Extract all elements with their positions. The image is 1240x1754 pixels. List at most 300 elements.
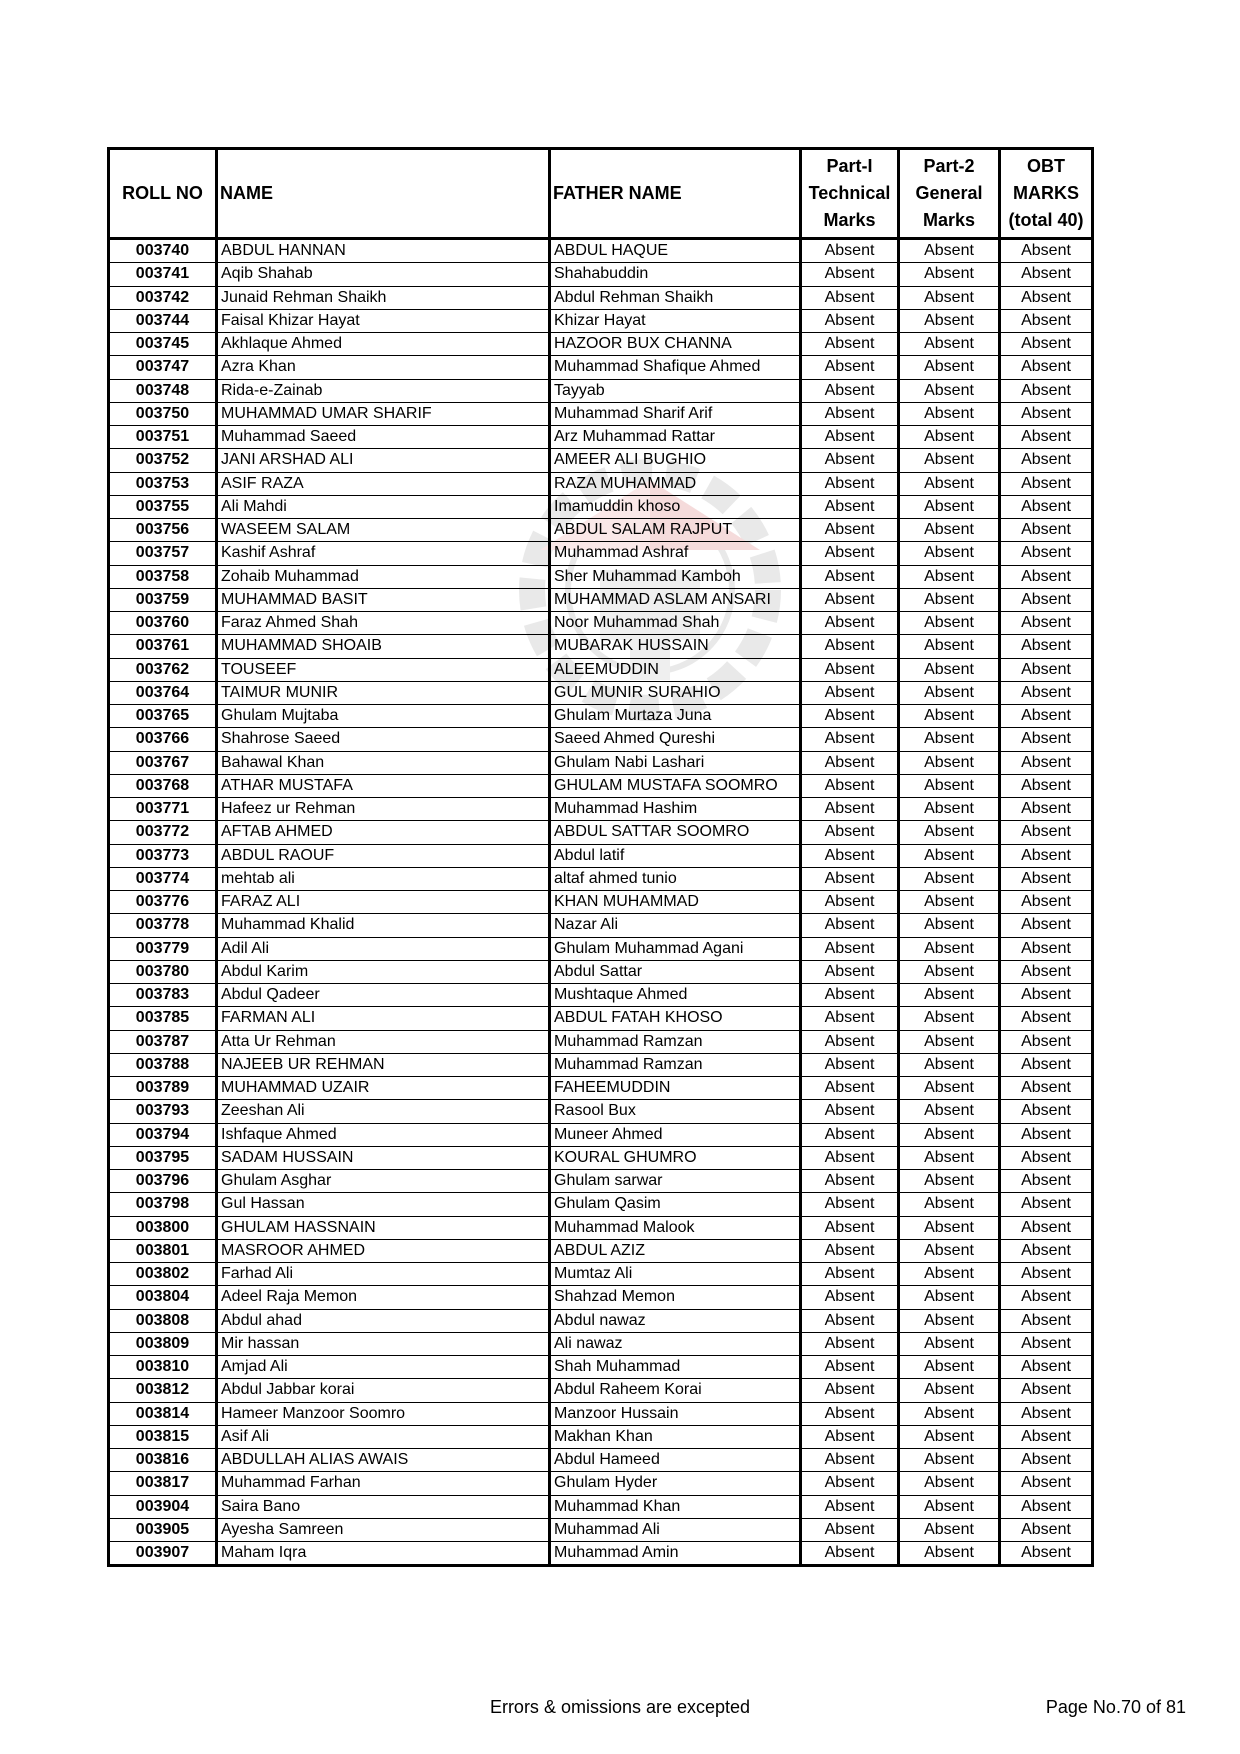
part1-marks-cell: Absent [801, 1170, 899, 1193]
obt-marks-cell: Absent [1000, 519, 1093, 542]
part1-marks-cell: Absent [801, 449, 899, 472]
roll-no-cell: 003802 [109, 1263, 217, 1286]
table-row [109, 1309, 1093, 1332]
header-obt-line2: MARKS [1013, 183, 1079, 203]
part2-marks-cell: Absent [899, 1518, 1000, 1541]
obt-marks-cell: Absent [1000, 402, 1093, 425]
roll-no-cell: 003742 [109, 286, 217, 309]
obt-marks-cell: Absent [1000, 1309, 1093, 1332]
father-name-cell: Ghulam Qasim [550, 1193, 801, 1216]
part2-marks-cell: Absent [899, 449, 1000, 472]
part2-marks-cell: Absent [899, 1077, 1000, 1100]
name-cell: FARAZ ALI [217, 891, 550, 914]
roll-no-cell: 003772 [109, 821, 217, 844]
part2-marks-cell: Absent [899, 402, 1000, 425]
table-row [109, 449, 1093, 472]
father-name-cell: Ghulam Murtaza Juna [550, 705, 801, 728]
part1-marks-cell: Absent [801, 1518, 899, 1541]
table-row [109, 728, 1093, 751]
father-name-cell: HAZOOR BUX CHANNA [550, 333, 801, 356]
part2-marks-cell: Absent [899, 1146, 1000, 1169]
part1-marks-cell: Absent [801, 239, 899, 263]
table-row [109, 1239, 1093, 1262]
father-name-cell: Muhammad Malook [550, 1216, 801, 1239]
part1-marks-cell: Absent [801, 984, 899, 1007]
obt-marks-cell: Absent [1000, 1518, 1093, 1541]
roll-no-cell: 003788 [109, 1053, 217, 1076]
table-row [109, 658, 1093, 681]
name-cell: mehtab ali [217, 867, 550, 890]
part2-marks-cell: Absent [899, 1007, 1000, 1030]
table-row [109, 1356, 1093, 1379]
header-part2-line2: General [915, 183, 983, 203]
header-name: NAME [217, 149, 550, 239]
father-name-cell: Abdul Raheem Korai [550, 1379, 801, 1402]
father-name-cell: ABDUL AZIZ [550, 1239, 801, 1262]
obt-marks-cell: Absent [1000, 635, 1093, 658]
name-cell: ABDUL HANNAN [217, 239, 550, 263]
part2-marks-cell: Absent [899, 937, 1000, 960]
header-obt-marks [1000, 149, 1093, 239]
father-name-cell: Muhammad Shafique Ahmed [550, 356, 801, 379]
father-name-cell: Sher Muhammad Kamboh [550, 565, 801, 588]
part2-marks-cell: Absent [899, 263, 1000, 286]
part1-marks-cell: Absent [801, 798, 899, 821]
part2-marks-cell: Absent [899, 286, 1000, 309]
part2-marks-cell: Absent [899, 1495, 1000, 1518]
name-cell: NAJEEB UR REHMAN [217, 1053, 550, 1076]
father-name-cell: Nazar Ali [550, 914, 801, 937]
name-cell: Azra Khan [217, 356, 550, 379]
name-cell: MUHAMMAD BASIT [217, 588, 550, 611]
table-row [109, 1007, 1093, 1030]
part1-marks-cell: Absent [801, 681, 899, 704]
name-cell: TAIMUR MUNIR [217, 681, 550, 704]
obt-marks-cell: Absent [1000, 426, 1093, 449]
part2-marks-cell: Absent [899, 1472, 1000, 1495]
father-name-cell: ABDUL HAQUE [550, 239, 801, 263]
roll-no-cell: 003812 [109, 1379, 217, 1402]
roll-no-cell: 003794 [109, 1123, 217, 1146]
part2-marks-cell: Absent [899, 774, 1000, 797]
obt-marks-cell: Absent [1000, 798, 1093, 821]
part2-marks-cell: Absent [899, 960, 1000, 983]
father-name-cell: ABDUL SALAM RAJPUT [550, 519, 801, 542]
table-row [109, 1379, 1093, 1402]
table-row [109, 867, 1093, 890]
father-name-cell: Muhammad Ramzan [550, 1030, 801, 1053]
father-name-cell: Shahabuddin [550, 263, 801, 286]
roll-no-cell: 003795 [109, 1146, 217, 1169]
name-cell: Akhlaque Ahmed [217, 333, 550, 356]
father-name-cell: Ghulam sarwar [550, 1170, 801, 1193]
obt-marks-cell: Absent [1000, 263, 1093, 286]
roll-no-cell: 003744 [109, 309, 217, 332]
part2-marks-cell: Absent [899, 565, 1000, 588]
obt-marks-cell: Absent [1000, 612, 1093, 635]
roll-no-cell: 003759 [109, 588, 217, 611]
table-row [109, 263, 1093, 286]
roll-no-cell: 003756 [109, 519, 217, 542]
obt-marks-cell: Absent [1000, 1030, 1093, 1053]
table-row [109, 1332, 1093, 1355]
part2-marks-cell: Absent [899, 728, 1000, 751]
part1-marks-cell: Absent [801, 333, 899, 356]
father-name-cell: Muhammad Ramzan [550, 1053, 801, 1076]
table-row [109, 1402, 1093, 1425]
roll-no-cell: 003776 [109, 891, 217, 914]
roll-no-cell: 003760 [109, 612, 217, 635]
header-part2-line3: Marks [922, 210, 976, 230]
table-row [109, 681, 1093, 704]
obt-marks-cell: Absent [1000, 1449, 1093, 1472]
part2-marks-cell: Absent [899, 1356, 1000, 1379]
part2-marks-cell: Absent [899, 1309, 1000, 1332]
father-name-cell: Mumtaz Ali [550, 1263, 801, 1286]
obt-marks-cell: Absent [1000, 1053, 1093, 1076]
name-cell: FARMAN ALI [217, 1007, 550, 1030]
table-row [109, 286, 1093, 309]
roll-no-cell: 003751 [109, 426, 217, 449]
table-row [109, 519, 1093, 542]
part2-marks-cell: Absent [899, 1100, 1000, 1123]
part2-marks-cell: Absent [899, 472, 1000, 495]
table-row [109, 1263, 1093, 1286]
obt-marks-cell: Absent [1000, 239, 1093, 263]
obt-marks-cell: Absent [1000, 844, 1093, 867]
roll-no-cell: 003907 [109, 1542, 217, 1566]
part1-marks-cell: Absent [801, 565, 899, 588]
roll-no-cell: 003745 [109, 333, 217, 356]
header-obt-line3: (total 40) [1008, 210, 1084, 230]
part2-marks-cell: Absent [899, 891, 1000, 914]
father-name-cell: Mushtaque Ahmed [550, 984, 801, 1007]
roll-no-cell: 003808 [109, 1309, 217, 1332]
father-name-cell: Ghulam Hyder [550, 1472, 801, 1495]
part1-marks-cell: Absent [801, 1123, 899, 1146]
roll-no-cell: 003753 [109, 472, 217, 495]
father-name-cell: Muhammad Amin [550, 1542, 801, 1566]
part2-marks-cell: Absent [899, 1425, 1000, 1448]
roll-no-cell: 003809 [109, 1332, 217, 1355]
father-name-cell: ABDUL FATAH KHOSO [550, 1007, 801, 1030]
father-name-cell: Rasool Bux [550, 1100, 801, 1123]
obt-marks-cell: Absent [1000, 1495, 1093, 1518]
roll-no-cell: 003904 [109, 1495, 217, 1518]
part1-marks-cell: Absent [801, 658, 899, 681]
table-row [109, 1100, 1093, 1123]
table-row [109, 914, 1093, 937]
roll-no-cell: 003747 [109, 356, 217, 379]
roll-no-cell: 003798 [109, 1193, 217, 1216]
roll-no-cell: 003779 [109, 937, 217, 960]
father-name-cell: Saeed Ahmed Qureshi [550, 728, 801, 751]
roll-no-cell: 003768 [109, 774, 217, 797]
name-cell: Ishfaque Ahmed [217, 1123, 550, 1146]
results-table-body [109, 239, 1093, 1566]
roll-no-cell: 003800 [109, 1216, 217, 1239]
header-obt-line1: OBT [1027, 156, 1065, 176]
name-cell: Zeeshan Ali [217, 1100, 550, 1123]
part2-marks-cell: Absent [899, 1053, 1000, 1076]
name-cell: Abdul ahad [217, 1309, 550, 1332]
table-row [109, 379, 1093, 402]
obt-marks-cell: Absent [1000, 1216, 1093, 1239]
name-cell: TOUSEEF [217, 658, 550, 681]
father-name-cell: KOURAL GHUMRO [550, 1146, 801, 1169]
part1-marks-cell: Absent [801, 379, 899, 402]
father-name-cell: Ghulam Nabi Lashari [550, 751, 801, 774]
part2-marks-cell: Absent [899, 1402, 1000, 1425]
name-cell: Amjad Ali [217, 1356, 550, 1379]
header-roll-no: ROLL NO [109, 149, 217, 239]
table-row [109, 565, 1093, 588]
table-row [109, 472, 1093, 495]
roll-no-cell: 003773 [109, 844, 217, 867]
name-cell: JANI ARSHAD ALI [217, 449, 550, 472]
roll-no-cell: 003755 [109, 495, 217, 518]
table-row [109, 821, 1093, 844]
father-name-cell: Arz Muhammad Rattar [550, 426, 801, 449]
part2-marks-cell: Absent [899, 844, 1000, 867]
roll-no-cell: 003783 [109, 984, 217, 1007]
table-row [109, 635, 1093, 658]
table-row [109, 751, 1093, 774]
name-cell: Aqib Shahab [217, 263, 550, 286]
roll-no-cell: 003787 [109, 1030, 217, 1053]
name-cell: Kashif Ashraf [217, 542, 550, 565]
table-row [109, 1077, 1093, 1100]
roll-no-cell: 003817 [109, 1472, 217, 1495]
part1-marks-cell: Absent [801, 356, 899, 379]
table-row [109, 495, 1093, 518]
obt-marks-cell: Absent [1000, 1146, 1093, 1169]
father-name-cell: GHULAM MUSTAFA SOOMRO [550, 774, 801, 797]
header-father-name: FATHER NAME [550, 149, 801, 239]
part2-marks-cell: Absent [899, 821, 1000, 844]
obt-marks-cell: Absent [1000, 1007, 1093, 1030]
part1-marks-cell: Absent [801, 1146, 899, 1169]
name-cell: ABDUL RAOUF [217, 844, 550, 867]
obt-marks-cell: Absent [1000, 751, 1093, 774]
table-row [109, 798, 1093, 821]
part1-marks-cell: Absent [801, 937, 899, 960]
part2-marks-cell: Absent [899, 1332, 1000, 1355]
roll-no-cell: 003793 [109, 1100, 217, 1123]
part1-marks-cell: Absent [801, 542, 899, 565]
father-name-cell: Manzoor Hussain [550, 1402, 801, 1425]
table-row [109, 1495, 1093, 1518]
table-row [109, 844, 1093, 867]
name-cell: Saira Bano [217, 1495, 550, 1518]
table-row [109, 402, 1093, 425]
roll-no-cell: 003815 [109, 1425, 217, 1448]
part2-marks-cell: Absent [899, 612, 1000, 635]
roll-no-cell: 003778 [109, 914, 217, 937]
table-row [109, 333, 1093, 356]
obt-marks-cell: Absent [1000, 379, 1093, 402]
name-cell: Zohaib Muhammad [217, 565, 550, 588]
father-name-cell: Muhammad Hashim [550, 798, 801, 821]
obt-marks-cell: Absent [1000, 681, 1093, 704]
father-name-cell: MUHAMMAD ASLAM ANSARI [550, 588, 801, 611]
obt-marks-cell: Absent [1000, 356, 1093, 379]
part2-marks-cell: Absent [899, 542, 1000, 565]
father-name-cell: Abdul Sattar [550, 960, 801, 983]
father-name-cell: Muhammad Ali [550, 1518, 801, 1541]
name-cell: Atta Ur Rehman [217, 1030, 550, 1053]
name-cell: WASEEM SALAM [217, 519, 550, 542]
father-name-cell: Ghulam Muhammad Agani [550, 937, 801, 960]
name-cell: Muhammad Farhan [217, 1472, 550, 1495]
obt-marks-cell: Absent [1000, 1100, 1093, 1123]
obt-marks-cell: Absent [1000, 1332, 1093, 1355]
table-row [109, 1123, 1093, 1146]
obt-marks-cell: Absent [1000, 1077, 1093, 1100]
obt-marks-cell: Absent [1000, 1286, 1093, 1309]
obt-marks-cell: Absent [1000, 774, 1093, 797]
part1-marks-cell: Absent [801, 309, 899, 332]
part2-marks-cell: Absent [899, 705, 1000, 728]
results-table [107, 147, 1094, 1567]
obt-marks-cell: Absent [1000, 449, 1093, 472]
father-name-cell: Muhammad Khan [550, 1495, 801, 1518]
part1-marks-cell: Absent [801, 1193, 899, 1216]
father-name-cell: Ali nawaz [550, 1332, 801, 1355]
table-row [109, 1030, 1093, 1053]
part1-marks-cell: Absent [801, 1425, 899, 1448]
part2-marks-cell: Absent [899, 519, 1000, 542]
part2-marks-cell: Absent [899, 1193, 1000, 1216]
part2-marks-cell: Absent [899, 1449, 1000, 1472]
roll-no-cell: 003748 [109, 379, 217, 402]
roll-no-cell: 003804 [109, 1286, 217, 1309]
name-cell: Ayesha Samreen [217, 1518, 550, 1541]
table-row [109, 984, 1093, 1007]
name-cell: Abdul Jabbar korai [217, 1379, 550, 1402]
part1-marks-cell: Absent [801, 844, 899, 867]
table-row [109, 612, 1093, 635]
father-name-cell: Muhammad Sharif Arif [550, 402, 801, 425]
table-row [109, 937, 1093, 960]
part1-marks-cell: Absent [801, 1030, 899, 1053]
part1-marks-cell: Absent [801, 960, 899, 983]
roll-no-cell: 003741 [109, 263, 217, 286]
table-row [109, 588, 1093, 611]
name-cell: ASIF RAZA [217, 472, 550, 495]
part2-marks-cell: Absent [899, 984, 1000, 1007]
obt-marks-cell: Absent [1000, 495, 1093, 518]
name-cell: Bahawal Khan [217, 751, 550, 774]
name-cell: Adil Ali [217, 937, 550, 960]
name-cell: ABDULLAH ALIAS AWAIS [217, 1449, 550, 1472]
name-cell: Ghulam Mujtaba [217, 705, 550, 728]
part1-marks-cell: Absent [801, 1332, 899, 1355]
name-cell: Muhammad Saeed [217, 426, 550, 449]
part1-marks-cell: Absent [801, 1402, 899, 1425]
part1-marks-cell: Absent [801, 705, 899, 728]
table-row [109, 960, 1093, 983]
roll-no-cell: 003774 [109, 867, 217, 890]
obt-marks-cell: Absent [1000, 1170, 1093, 1193]
table-row [109, 774, 1093, 797]
father-name-cell: Khizar Hayat [550, 309, 801, 332]
table-row [109, 1472, 1093, 1495]
part1-marks-cell: Absent [801, 774, 899, 797]
roll-no-cell: 003750 [109, 402, 217, 425]
part1-marks-cell: Absent [801, 1449, 899, 1472]
obt-marks-cell: Absent [1000, 1123, 1093, 1146]
part2-marks-cell: Absent [899, 495, 1000, 518]
part2-marks-cell: Absent [899, 588, 1000, 611]
table-row [109, 1193, 1093, 1216]
table-row [109, 309, 1093, 332]
father-name-cell: Abdul latif [550, 844, 801, 867]
name-cell: Rida-e-Zainab [217, 379, 550, 402]
obt-marks-cell: Absent [1000, 565, 1093, 588]
part1-marks-cell: Absent [801, 495, 899, 518]
part1-marks-cell: Absent [801, 1472, 899, 1495]
obt-marks-cell: Absent [1000, 588, 1093, 611]
father-name-cell: GUL MUNIR SURAHIO [550, 681, 801, 704]
roll-no-cell: 003905 [109, 1518, 217, 1541]
name-cell: MUHAMMAD SHOAIB [217, 635, 550, 658]
header-part1-line2: Technical [808, 183, 891, 203]
part1-marks-cell: Absent [801, 751, 899, 774]
table-row [109, 1053, 1093, 1076]
part2-marks-cell: Absent [899, 798, 1000, 821]
name-cell: Gul Hassan [217, 1193, 550, 1216]
father-name-cell: Muhammad Ashraf [550, 542, 801, 565]
table-header-row [109, 149, 1093, 239]
part1-marks-cell: Absent [801, 728, 899, 751]
father-name-cell: ALEEMUDDIN [550, 658, 801, 681]
name-cell: Adeel Raja Memon [217, 1286, 550, 1309]
father-name-cell: Abdul nawaz [550, 1309, 801, 1332]
name-cell: Faraz Ahmed Shah [217, 612, 550, 635]
part2-marks-cell: Absent [899, 239, 1000, 263]
obt-marks-cell: Absent [1000, 891, 1093, 914]
page-number: Page No.70 of 81 [1045, 1697, 1186, 1717]
part2-marks-cell: Absent [899, 1123, 1000, 1146]
part1-marks-cell: Absent [801, 263, 899, 286]
roll-no-cell: 003762 [109, 658, 217, 681]
header-part2-general-marks [899, 149, 1000, 239]
part1-marks-cell: Absent [801, 821, 899, 844]
part1-marks-cell: Absent [801, 1286, 899, 1309]
roll-no-cell: 003771 [109, 798, 217, 821]
header-part1-technical-marks [801, 149, 899, 239]
obt-marks-cell: Absent [1000, 1379, 1093, 1402]
table-row [109, 239, 1093, 263]
father-name-cell: Shahzad Memon [550, 1286, 801, 1309]
part2-marks-cell: Absent [899, 1542, 1000, 1566]
part2-marks-cell: Absent [899, 751, 1000, 774]
part2-marks-cell: Absent [899, 681, 1000, 704]
father-name-cell: AMEER ALI BUGHIO [550, 449, 801, 472]
obt-marks-cell: Absent [1000, 1542, 1093, 1566]
father-name-cell: Tayyab [550, 379, 801, 402]
part1-marks-cell: Absent [801, 914, 899, 937]
name-cell: Muhammad Khalid [217, 914, 550, 937]
roll-no-cell: 003740 [109, 239, 217, 263]
table-row [109, 1542, 1093, 1566]
name-cell: AFTAB AHMED [217, 821, 550, 844]
table-row [109, 1518, 1093, 1541]
roll-no-cell: 003757 [109, 542, 217, 565]
errors-omissions-note: Errors & omissions are excepted [489, 1697, 751, 1717]
roll-no-cell: 003765 [109, 705, 217, 728]
